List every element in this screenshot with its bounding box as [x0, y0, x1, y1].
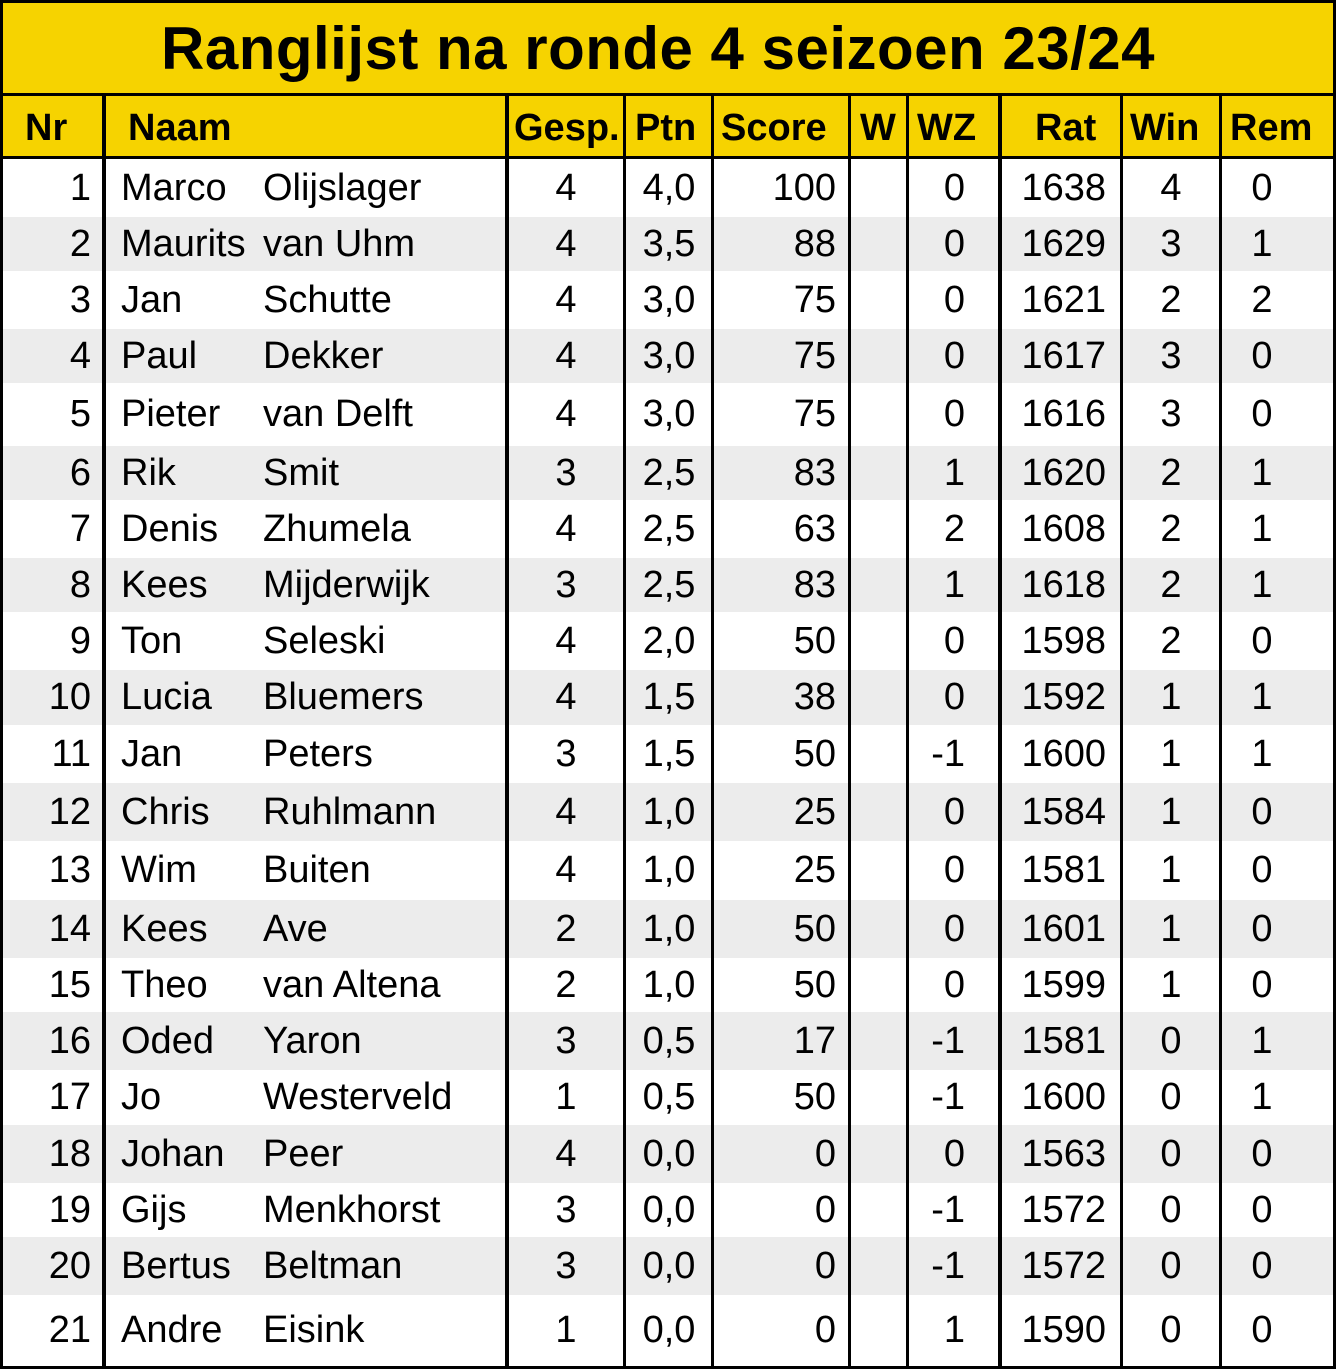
win-cell: 0 — [1160, 1244, 1182, 1287]
score-cell: 50 — [793, 907, 836, 950]
last-name-cell: Menkhorst — [263, 1188, 441, 1231]
first-name-cell: Pieter — [121, 393, 221, 435]
ptn-cell: 2,5 — [642, 563, 696, 606]
ptn-cell: 0,0 — [642, 1244, 696, 1287]
win-cell: 1 — [1160, 963, 1182, 1006]
win-cell: 1 — [1160, 732, 1182, 775]
w-cell — [852, 329, 906, 383]
gesp-cell: 3 — [555, 732, 577, 775]
score-cell: 83 — [793, 451, 836, 494]
first-name-cell: Gijs — [121, 1188, 187, 1231]
w-cell — [852, 612, 906, 670]
rem-cell: 2 — [1251, 278, 1273, 321]
nr-cell: 18 — [48, 1132, 91, 1175]
rat-cell: 1599 — [1021, 963, 1106, 1006]
gesp-cell: 4 — [555, 507, 577, 550]
ptn-cell: 1,0 — [642, 963, 696, 1006]
table-row — [3, 612, 1333, 670]
wz-cell: 0 — [943, 278, 965, 321]
last-name-cell: Yaron — [263, 1019, 362, 1062]
nr-cell: 2 — [69, 222, 91, 265]
win-cell: 2 — [1160, 451, 1182, 494]
rem-cell: 1 — [1251, 1076, 1273, 1118]
ptn-cell: 1,0 — [642, 849, 696, 891]
ptn-cell: 1,5 — [642, 732, 696, 775]
nr-cell: 12 — [48, 790, 91, 833]
rat-cell: 1598 — [1021, 619, 1106, 662]
w-cell — [852, 271, 906, 329]
last-name-cell: Ave — [263, 907, 328, 950]
wz-cell: -1 — [931, 1076, 965, 1118]
nr-cell: 15 — [48, 963, 91, 1006]
col-header-rem: Rem — [1230, 107, 1313, 149]
rat-cell: 1590 — [1021, 1309, 1106, 1351]
win-cell: 2 — [1160, 507, 1182, 550]
column-divider — [623, 96, 626, 1366]
w-cell — [852, 1183, 906, 1237]
score-cell: 75 — [793, 334, 836, 377]
gesp-cell: 1 — [555, 1309, 577, 1351]
first-name-cell: Lucia — [121, 676, 212, 718]
score-cell: 0 — [814, 1309, 836, 1351]
gesp-cell: 3 — [555, 1244, 577, 1287]
win-cell: 4 — [1160, 166, 1182, 209]
gesp-cell: 4 — [555, 393, 577, 435]
ptn-cell: 3,0 — [642, 393, 696, 435]
last-name-cell: van Altena — [263, 963, 441, 1006]
score-cell: 75 — [793, 278, 836, 321]
column-divider — [711, 96, 714, 1366]
wz-cell: -1 — [931, 732, 965, 775]
score-cell: 83 — [793, 563, 836, 606]
rem-cell: 0 — [1251, 1132, 1273, 1175]
rem-cell: 0 — [1251, 907, 1273, 950]
gesp-cell: 4 — [555, 1132, 577, 1175]
wz-cell: 2 — [943, 507, 965, 550]
w-cell — [852, 217, 906, 271]
gesp-cell: 4 — [555, 222, 577, 265]
first-name-cell: Kees — [121, 907, 208, 950]
wz-cell: 0 — [943, 676, 965, 718]
first-name-cell: Jan — [121, 732, 183, 775]
first-name-cell: Ton — [121, 619, 183, 662]
nr-cell: 1 — [69, 166, 91, 209]
score-cell: 88 — [793, 222, 836, 265]
col-header-rat: Rat — [1035, 107, 1097, 149]
win-cell: 0 — [1160, 1132, 1182, 1175]
column-divider — [906, 96, 909, 1366]
first-name-cell: Paul — [121, 334, 198, 377]
column-divider — [848, 96, 851, 1366]
rem-cell: 0 — [1251, 393, 1273, 435]
table-row — [3, 383, 1333, 446]
w-cell — [852, 1237, 906, 1295]
rem-cell: 0 — [1251, 1309, 1273, 1351]
table-row — [3, 329, 1333, 383]
rat-cell: 1592 — [1021, 676, 1106, 718]
ptn-cell: 3,5 — [642, 222, 696, 265]
rem-cell: 0 — [1251, 1244, 1273, 1287]
wz-cell: -1 — [931, 1188, 965, 1231]
last-name-cell: van Delft — [263, 393, 413, 435]
column-header-row — [3, 96, 1333, 159]
ptn-cell: 1,0 — [642, 907, 696, 950]
score-cell: 75 — [793, 393, 836, 435]
w-cell — [852, 958, 906, 1012]
rat-cell: 1572 — [1021, 1188, 1106, 1231]
wz-cell: -1 — [931, 1244, 965, 1287]
wz-cell: 0 — [943, 963, 965, 1006]
nr-cell: 10 — [48, 676, 91, 718]
score-cell: 0 — [814, 1132, 836, 1175]
win-cell: 0 — [1160, 1188, 1182, 1231]
wz-cell: 0 — [943, 222, 965, 265]
first-name-cell: Johan — [121, 1132, 225, 1175]
table-row — [3, 1237, 1333, 1295]
nr-cell: 13 — [48, 849, 91, 891]
rat-cell: 1581 — [1021, 1019, 1106, 1062]
column-divider — [1219, 96, 1222, 1366]
rat-cell: 1600 — [1021, 732, 1106, 775]
nr-cell: 11 — [51, 732, 91, 775]
rem-cell: 1 — [1251, 451, 1273, 494]
gesp-cell: 3 — [555, 1019, 577, 1062]
first-name-cell: Denis — [121, 507, 219, 550]
nr-cell: 16 — [48, 1019, 91, 1062]
col-header-w: W — [860, 107, 896, 149]
col-header-gesp: Gesp. — [514, 107, 620, 149]
last-name-cell: Bluemers — [263, 676, 424, 718]
table-row — [3, 900, 1333, 958]
first-name-cell: Rik — [121, 451, 176, 494]
score-cell: 63 — [793, 507, 836, 550]
rem-cell: 1 — [1251, 1019, 1273, 1062]
first-name-cell: Jan — [121, 278, 183, 321]
nr-cell: 6 — [69, 451, 91, 494]
w-cell — [852, 900, 906, 958]
ptn-cell: 0,5 — [642, 1019, 696, 1062]
rat-cell: 1581 — [1021, 849, 1106, 891]
gesp-cell: 4 — [555, 790, 577, 833]
page-title: Ranglijst na ronde 4 seizoen 23/24 — [161, 14, 1155, 82]
nr-cell: 19 — [48, 1188, 91, 1231]
rem-cell: 0 — [1251, 790, 1273, 833]
score-cell: 25 — [793, 849, 836, 891]
nr-cell: 8 — [69, 563, 91, 606]
rat-cell: 1563 — [1021, 1132, 1106, 1175]
w-cell — [852, 1012, 906, 1070]
column-divider — [998, 96, 1002, 1366]
w-cell — [852, 1070, 906, 1125]
col-header-ptn: Ptn — [635, 107, 697, 149]
rat-cell: 1608 — [1021, 507, 1106, 550]
last-name-cell: Eisink — [263, 1309, 365, 1351]
score-cell: 25 — [793, 790, 836, 833]
win-cell: 1 — [1160, 790, 1182, 833]
win-cell: 0 — [1160, 1019, 1182, 1062]
rem-cell: 1 — [1251, 222, 1273, 265]
ptn-cell: 0,0 — [642, 1132, 696, 1175]
title-bar — [3, 3, 1333, 96]
gesp-cell: 2 — [555, 907, 577, 950]
nr-cell: 4 — [69, 334, 91, 377]
last-name-cell: Dekker — [263, 334, 384, 377]
win-cell: 1 — [1160, 676, 1182, 718]
gesp-cell: 3 — [555, 451, 577, 494]
table-row — [3, 1070, 1333, 1125]
score-cell: 50 — [793, 732, 836, 775]
last-name-cell: Olijslager — [263, 166, 422, 209]
ptn-cell: 3,0 — [642, 278, 696, 321]
table-row — [3, 1125, 1333, 1183]
rem-cell: 0 — [1251, 334, 1273, 377]
ptn-cell: 0,0 — [642, 1188, 696, 1231]
rat-cell: 1572 — [1021, 1244, 1106, 1287]
rem-cell: 0 — [1251, 166, 1273, 209]
table-row — [3, 500, 1333, 558]
rem-cell: 0 — [1251, 963, 1273, 1006]
first-name-cell: Theo — [121, 963, 208, 1006]
win-cell: 0 — [1160, 1076, 1182, 1118]
column-divider — [505, 96, 509, 1366]
win-cell: 1 — [1160, 907, 1182, 950]
first-name-cell: Bertus — [121, 1244, 231, 1287]
ptn-cell: 1,5 — [642, 676, 696, 718]
table-row — [3, 558, 1333, 612]
nr-cell: 5 — [69, 393, 91, 435]
table-row — [3, 271, 1333, 329]
first-name-cell: Maurits — [121, 222, 246, 265]
gesp-cell: 4 — [555, 619, 577, 662]
last-name-cell: Mijderwijk — [263, 563, 430, 606]
win-cell: 1 — [1160, 849, 1182, 891]
table-row — [3, 217, 1333, 271]
ptn-cell: 2,0 — [642, 619, 696, 662]
rat-cell: 1620 — [1021, 451, 1106, 494]
win-cell: 3 — [1160, 334, 1182, 377]
last-name-cell: Peer — [263, 1132, 344, 1175]
column-divider — [1120, 96, 1123, 1366]
last-name-cell: Ruhlmann — [263, 790, 437, 833]
first-name-cell: Jo — [121, 1076, 162, 1118]
ptn-cell: 4,0 — [642, 166, 696, 209]
rem-cell: 0 — [1251, 849, 1273, 891]
gesp-cell: 4 — [555, 849, 577, 891]
win-cell: 3 — [1160, 393, 1182, 435]
wz-cell: 1 — [943, 1309, 965, 1351]
gesp-cell: 2 — [555, 963, 577, 1006]
col-header-nr: Nr — [25, 107, 68, 149]
first-name-cell: Andre — [121, 1309, 223, 1351]
rat-cell: 1638 — [1021, 166, 1106, 209]
win-cell: 2 — [1160, 278, 1182, 321]
win-cell: 0 — [1160, 1309, 1182, 1351]
nr-cell: 14 — [48, 907, 91, 950]
col-header-win: Win — [1130, 107, 1200, 149]
rat-cell: 1629 — [1021, 222, 1106, 265]
first-name-cell: Chris — [121, 790, 210, 833]
nr-cell: 3 — [69, 278, 91, 321]
ptn-cell: 0,5 — [642, 1076, 696, 1118]
last-name-cell: Buiten — [263, 849, 371, 891]
gesp-cell: 3 — [555, 563, 577, 606]
score-cell: 50 — [793, 1076, 836, 1118]
gesp-cell: 4 — [555, 166, 577, 209]
w-cell — [852, 670, 906, 725]
table-row — [3, 958, 1333, 1012]
w-cell — [852, 1125, 906, 1183]
table-row — [3, 1183, 1333, 1237]
table-row — [3, 1012, 1333, 1070]
table-row — [3, 841, 1333, 900]
nr-cell: 9 — [69, 619, 91, 662]
first-name-cell: Kees — [121, 563, 208, 606]
w-cell — [852, 783, 906, 841]
col-header-naam: Naam — [128, 107, 232, 149]
wz-cell: -1 — [931, 1019, 965, 1062]
wz-cell: 0 — [943, 166, 965, 209]
wz-cell: 0 — [943, 849, 965, 891]
rat-cell: 1584 — [1021, 790, 1106, 833]
first-name-cell: Oded — [121, 1019, 214, 1062]
rat-cell: 1621 — [1021, 278, 1106, 321]
gesp-cell: 4 — [555, 676, 577, 718]
rat-cell: 1600 — [1021, 1076, 1106, 1118]
last-name-cell: Seleski — [263, 619, 386, 662]
wz-cell: 0 — [943, 334, 965, 377]
last-name-cell: Smit — [263, 451, 339, 494]
score-cell: 0 — [814, 1188, 836, 1231]
rem-cell: 1 — [1251, 507, 1273, 550]
score-cell: 38 — [793, 676, 836, 718]
wz-cell: 0 — [943, 790, 965, 833]
w-cell — [852, 558, 906, 612]
wz-cell: 0 — [943, 1132, 965, 1175]
last-name-cell: Schutte — [263, 278, 392, 321]
nr-cell: 17 — [48, 1076, 91, 1118]
last-name-cell: Westerveld — [263, 1076, 453, 1118]
ptn-cell: 0,0 — [642, 1309, 696, 1351]
col-header-wz: WZ — [917, 107, 977, 149]
w-cell — [852, 159, 906, 217]
column-divider — [102, 96, 106, 1366]
w-cell — [852, 725, 906, 783]
score-cell: 17 — [793, 1019, 836, 1062]
rat-cell: 1617 — [1021, 334, 1106, 377]
wz-cell: 1 — [943, 451, 965, 494]
rem-cell: 0 — [1251, 619, 1273, 662]
win-cell: 2 — [1160, 563, 1182, 606]
table-row — [3, 725, 1333, 783]
gesp-cell: 1 — [555, 1076, 577, 1118]
wz-cell: 0 — [943, 907, 965, 950]
rem-cell: 1 — [1251, 563, 1273, 606]
score-cell: 0 — [814, 1244, 836, 1287]
win-cell: 2 — [1160, 619, 1182, 662]
wz-cell: 0 — [943, 393, 965, 435]
w-cell — [852, 446, 906, 500]
w-cell — [852, 1295, 906, 1366]
first-name-cell: Wim — [121, 849, 197, 891]
table-row — [3, 783, 1333, 841]
table-row — [3, 1295, 1333, 1366]
ptn-cell: 1,0 — [642, 790, 696, 833]
rem-cell: 0 — [1251, 1188, 1273, 1231]
ptn-cell: 2,5 — [642, 507, 696, 550]
ptn-cell: 3,0 — [642, 334, 696, 377]
last-name-cell: Zhumela — [263, 507, 411, 550]
nr-cell: 21 — [48, 1309, 91, 1351]
score-cell: 50 — [793, 963, 836, 1006]
col-header-score: Score — [721, 107, 827, 149]
gesp-cell: 4 — [555, 334, 577, 377]
wz-cell: 1 — [943, 563, 965, 606]
win-cell: 3 — [1160, 222, 1182, 265]
wz-cell: 0 — [943, 619, 965, 662]
w-cell — [852, 383, 906, 446]
last-name-cell: Peters — [263, 732, 373, 775]
rat-cell: 1601 — [1021, 907, 1106, 950]
w-cell — [852, 500, 906, 558]
table-row — [3, 446, 1333, 500]
rat-cell: 1618 — [1021, 563, 1106, 606]
nr-cell: 20 — [48, 1244, 91, 1287]
score-cell: 100 — [772, 166, 836, 209]
gesp-cell: 3 — [555, 1188, 577, 1231]
score-cell: 50 — [793, 619, 836, 662]
rem-cell: 1 — [1251, 732, 1273, 775]
gesp-cell: 4 — [555, 278, 577, 321]
table-row — [3, 159, 1333, 217]
rem-cell: 1 — [1251, 676, 1273, 718]
nr-cell: 7 — [69, 507, 91, 550]
last-name-cell: van Uhm — [263, 222, 416, 265]
last-name-cell: Beltman — [263, 1244, 403, 1287]
ptn-cell: 2,5 — [642, 451, 696, 494]
table-row — [3, 670, 1333, 725]
first-name-cell: Marco — [121, 166, 227, 209]
w-cell — [852, 841, 906, 900]
rat-cell: 1616 — [1021, 393, 1106, 435]
